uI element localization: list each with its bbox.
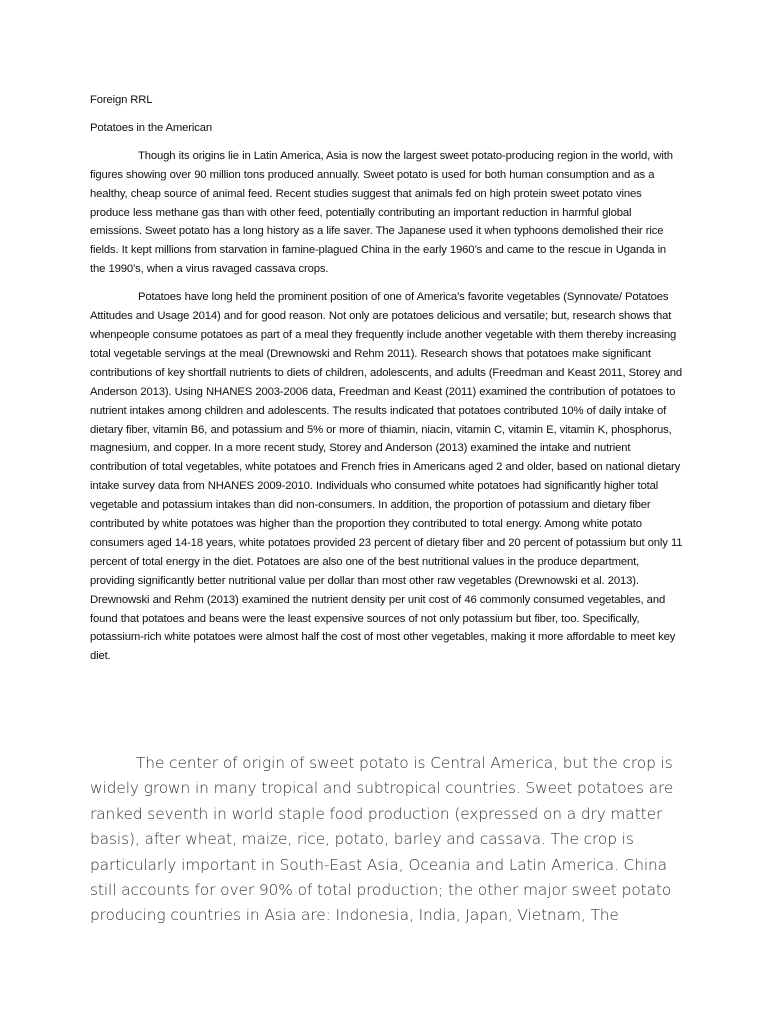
subsection-heading: Potatoes in the American	[90, 121, 212, 134]
paragraph-sweet-potato-asia: Though its origins lie in Latin America, Asia is now the largest sweet potato-producing region in the world, with figures showing over 90 million tons produced annually. Sweet potato is used for both human consumption and as a healthy, cheap source of animal feed. Recent studies suggest that animals fed on high protein sweet potato vines produce less methane gas than with other feed, potentially contributing an important reduction in harmful global emissions. Sweet potato has a long history as a life saver. The Japanese used it when typhoons demolished their rice fields. It kept millions from starvation in famine-plagued China in the early 1960’s and came to the rescue in Uganda in the 1990’s, when a virus ravaged cassava crops.	[90, 149, 673, 276]
paragraph-center-of-origin: The center of origin of sweet potato is Central America, but the crop is widely grown in many tropical and subtropical countries. Sweet potatoes are ranked seventh in world staple food production (expressed on a dry matter basis), after wheat, maize, rice, potato, barley and cassava. The crop is particularly important in South-East Asia, Oceania and Latin America. China still accounts for over 90% of total production; the other major sweet potato producing countries in Asia are: Indonesia, India, Japan, Vietnam, The	[90, 754, 674, 925]
section-heading: Foreign RRL	[90, 94, 153, 106]
document-body	[90, 91, 684, 675]
paragraph-potatoes-nutrition: Potatoes have long held the prominent position of one of America’s favorite vegetables (Synnovate/ Potatoes Attitudes and Usage 2014) and for good reason. Not only are potatoes delicious and versatile; but, research shows that whenpeople consume potatoes as part of a meal they frequently include another vegetable with them thereby increasing total vegetable servings at the meal (Drewnowski and Rehm 2011). Research shows that potatoes make significant contributions of key shortfall nutrients to diets of children, adolescents, and adults (Freedman and Keast 2011, Storey and Anderson 2013). Using NHANES 2003-2006 data, Freedman and Keast (2011) examined the contribution of potatoes to nutrient intakes among children and adolescents. The results indicated that potatoes contributed 10% of daily intake of dietary fiber, vitamin B6, and potassium and 5% or more of thiamin, niacin, vitamin C, vitamin E, vitamin K, phosphorus, magnesium, and copper. In a more recent study, Storey and Anderson (2013) examined the intake and nutrient contribution of total vegetables, white potatoes and French fries in Americans aged 2 and older, based on national dietary intake survey data from NHANES 2009-2010. Individuals who consumed white potatoes had significantly higher total vegetable and potassium intakes than did non-consumers. In addition, the proportion of potassium and dietary fiber contributed by white potatoes was higher than the proportion they contributed to total energy. Among white potato consumers aged 14-18 years, white potatoes provided 23 percent of dietary fiber and 20 percent of potassium but only 11 percent of total energy in the diet. Potatoes are also one of the best nutritional values in the produce department, providing significantly better nutritional value per dollar than most other raw vegetables (Drewnowski et al. 2013). Drewnowski and Rehm (2013) examined the nutrient density per unit cost of 46 commonly consumed vegetables, and found that potatoes and beans were the least expensive sources of not only potassium but fiber, too. Specifically, potassium-rich white potatoes were almost half the cost of most other vegetables, making it more affordable to meet key diet.	[90, 291, 683, 663]
